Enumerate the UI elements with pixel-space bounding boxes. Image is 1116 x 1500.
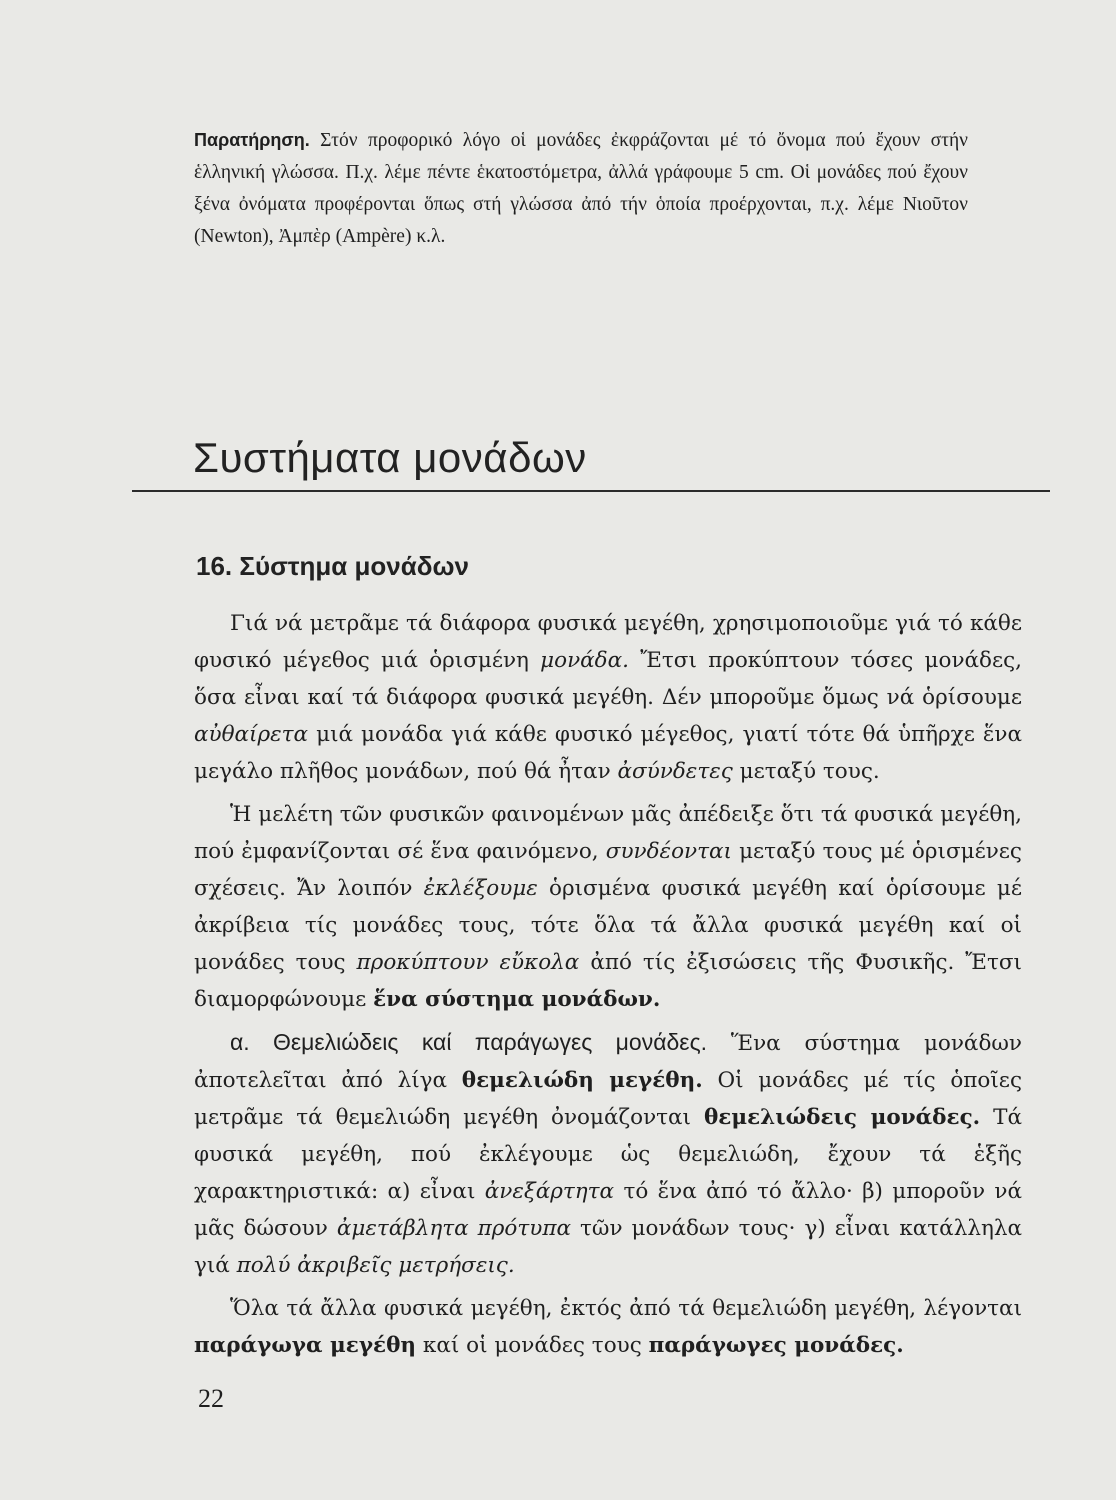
- paragraph-derived-units: Ὅλα τά ἄλλα φυσικά μεγέθη, ἐκτός ἀπό τά θεμελιώδη μεγέθη, λέγονται παράγωγα μεγέθη καί οἱ μονάδες τους παράγωγες μονάδες.: [194, 1296, 1022, 1358]
- chapter-title: Συστήματα μονάδων: [193, 434, 587, 481]
- body-text: [194, 605, 1022, 1370]
- remark-paragraph: [194, 124, 968, 253]
- remark-text: Στόν προφορικό λόγο οἱ μονάδες ἐκφράζονται μέ τό ὄνομα πού ἔχουν στήν ἑλληνική γλώσσα. Π.χ. λέμε πέντε ἑκατοστόμετρα, ἀλλά γράφουμε 5 cm. Οἱ μονάδες πού ἔχουν ξένα ὀνόματα προφέρονται ὅπως στή γλώσσα ἀπό τήν ὁποία προέρχονται, π.χ. λέμε Νιοῦτον (Newton), Ἀμπὲρ (Ampère) κ.λ.: [194, 130, 968, 247]
- page-number: 22: [198, 1384, 224, 1413]
- paragraph-units-intro: Γιά νά μετρᾶμε τά διάφορα φυσικά μεγέθη, χρησιμοποιοῦμε γιά τό κάθε φυσικό μέγεθος μιά ὁρισμένη μονάδα. Ἔτσι προκύπτουν τόσες μονάδες, ὅσα εἶναι καί τά διάφορα φυσικά μεγέθη. Δέν μποροῦμε ὅμως νά ὁρίσουμε αὐθαίρετα μιά μονάδα γιά κάθε φυσικό μέγεθος, γιατί τότε θά ὑπῆρχε ἕνα μεγάλο πλῆθος μονάδων, πού θά ἦταν ἀσύνδετες μεταξύ τους.: [194, 611, 1022, 784]
- paragraph-fundamental-units: α. Θεμελιώδεις καί παράγωγες μονάδες. Ἕνα σύστημα μονάδων ἀποτελεῖται ἀπό λίγα θεμελιώδη μεγέθη. Οἱ μονάδες μέ τίς ὁποῖες μετρᾶμε τά θεμελιώδη μεγέθη ὀνομάζονται θεμελιώδεις μονάδες. Τά φυσικά μεγέθη, πού ἐκλέγουμε ὡς θεμελιώδη, ἔχουν τά ἑξῆς χαρακτηριστικά: α) εἶναι ἀνεξάρτητα τό ἕνα ἀπό τό ἄλλο· β) μποροῦν νά μᾶς δώσουν ἀμετάβλητα πρότυπα τῶν μονάδων τους· γ) εἶναι κατάλληλα γιά πολύ ἀκριβεῖς μετρήσεις.: [194, 1029, 1023, 1278]
- remark-label: Παρατήρηση.: [194, 130, 310, 150]
- section-heading: 16. Σύστημα μονάδων: [196, 551, 469, 581]
- paragraph-unit-system: Ἡ μελέτη τῶν φυσικῶν φαινομένων μᾶς ἀπέδειξε ὅτι τά φυσικά μεγέθη, πού ἐμφανίζονται σέ ἕνα φαινόμενο, συνδέονται μεταξύ τους μέ ὁρισμένες σχέσεις. Ἄν λοιπόν ἐκλέξουμε ὁρισμένα φυσικά μεγέθη καί ὁρίσουμε μέ ἀκρίβεια τίς μονάδες τους, τότε ὅλα τά ἄλλα φυσικά μεγέθη καί οἱ μονάδες τους προκύπτουν εὔκολα ἀπό τίς ἐξισώσεις τῆς Φυσικῆς. Ἔτσι διαμορφώνουμε ἕνα σύστημα μονάδων.: [194, 802, 1022, 1012]
- subsection-heading: α. Θεμελιώδεις καί παράγωγες μονάδες.: [230, 1029, 708, 1055]
- title-divider: [132, 490, 1050, 492]
